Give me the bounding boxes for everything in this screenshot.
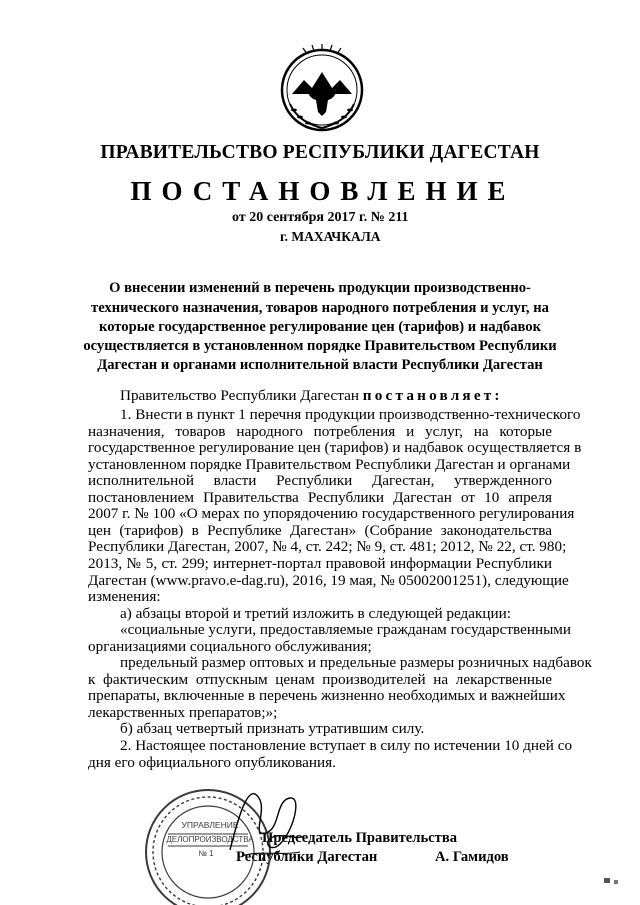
document-city: г. МАХАЧКАЛА — [280, 229, 381, 244]
signer-position-line2: Республики Дагестан — [236, 849, 378, 865]
body-line: «социальные услуги, предоставляемые гражданам государственными — [120, 621, 572, 638]
body-line: лекарственных препаратов;»; — [88, 704, 278, 721]
body-line: Дагестан (www.pravo.e-dag.ru), 2016, 19 мая, № 05002001251), следующие — [88, 572, 569, 589]
body-line: организациями социального обслуживания; — [88, 638, 372, 655]
body-line: цен (тарифов) в Республике Дагестан» (Собрание законодательства — [88, 522, 552, 539]
body-line: постановлением Правительства Республики Дагестан от 10 апреля — [88, 489, 552, 506]
body-line: назначения, товаров народного потребления и услуг, на которые — [88, 423, 552, 440]
body-line: б) абзац четвертый признать утратившим силу. — [120, 720, 425, 737]
body-line: 2013, № 5, ст. 299; интернет-портал правовой информации Республики — [88, 555, 552, 572]
body-line: Республики Дагестан, 2007, № 4, ст. 242; № 9, ст. 481; 2012, № 22, ст. 980; — [88, 538, 567, 555]
handwritten-signature — [220, 770, 310, 865]
title-line: которые государственное регулирование цен (тарифов) и надбавок — [98, 319, 542, 335]
body-line: исполнительной власти Республики Дагестан, утвержденного — [88, 472, 552, 489]
body-line: 1. Внести в пункт 1 перечня продукции производственно-технического — [120, 406, 581, 423]
signer-position-line1: Председатель Правительства — [262, 830, 458, 846]
body-line: дня его официального опубликования. — [88, 754, 336, 771]
body-line: а) абзацы второй и третий изложить в следующей редакции: — [120, 605, 511, 622]
title-line: О внесении изменений в перечень продукции производственно- — [109, 280, 531, 296]
body-line: изменения: — [88, 588, 161, 605]
intro-verb: постановляет: — [362, 387, 503, 404]
body-line: предельный размер оптовых и предельные размеры розничных надбавок — [120, 654, 592, 671]
signer-name: А. Гамидов — [435, 849, 509, 865]
document-type: ПОСТАНОВЛЕНИЕ — [130, 176, 516, 206]
intro-text: Правительство Республики Дагестан — [120, 387, 359, 404]
body-line: государственное регулирование цен (тарифов) и надбавок осуществляется в — [88, 439, 582, 456]
body-line: препараты, включенные в перечень жизненно необходимых и важнейших — [88, 687, 566, 704]
stamp-number: № 1 — [198, 849, 214, 858]
government-name: ПРАВИТЕЛЬСТВО РЕСПУБЛИКИ ДАГЕСТАН — [100, 142, 540, 163]
title-line: Дагестан и органами исполнительной власти Республики Дагестан — [97, 357, 543, 373]
title-line: осуществляется в установленном порядке Правительством Республики — [83, 338, 557, 354]
body-line: к фактическим отпускным ценам производителей на лекарственные — [88, 671, 552, 688]
body-line: установленном порядке Правительством Республики Дагестан и органами — [88, 456, 571, 473]
body-line: 2007 г. № 100 «О мерах по упорядочению государственного регулирования — [88, 505, 575, 522]
title-line: технического назначения, товаров народного потребления и услуг, на — [91, 300, 549, 316]
body-intro — [88, 388, 552, 403]
coat-of-arms-emblem — [276, 42, 368, 138]
stamp-center-line2: ДЕЛОПРОИЗВОДСТВА — [166, 835, 254, 844]
scan-marks — [600, 872, 630, 892]
document-date: от 20 сентября 2017 г. № 211 — [232, 210, 409, 225]
stamp-center-line1: УПРАВЛЕНИЕ — [181, 820, 239, 830]
body-line: 2. Настоящее постановление вступает в силу по истечении 10 дней со — [120, 737, 573, 754]
